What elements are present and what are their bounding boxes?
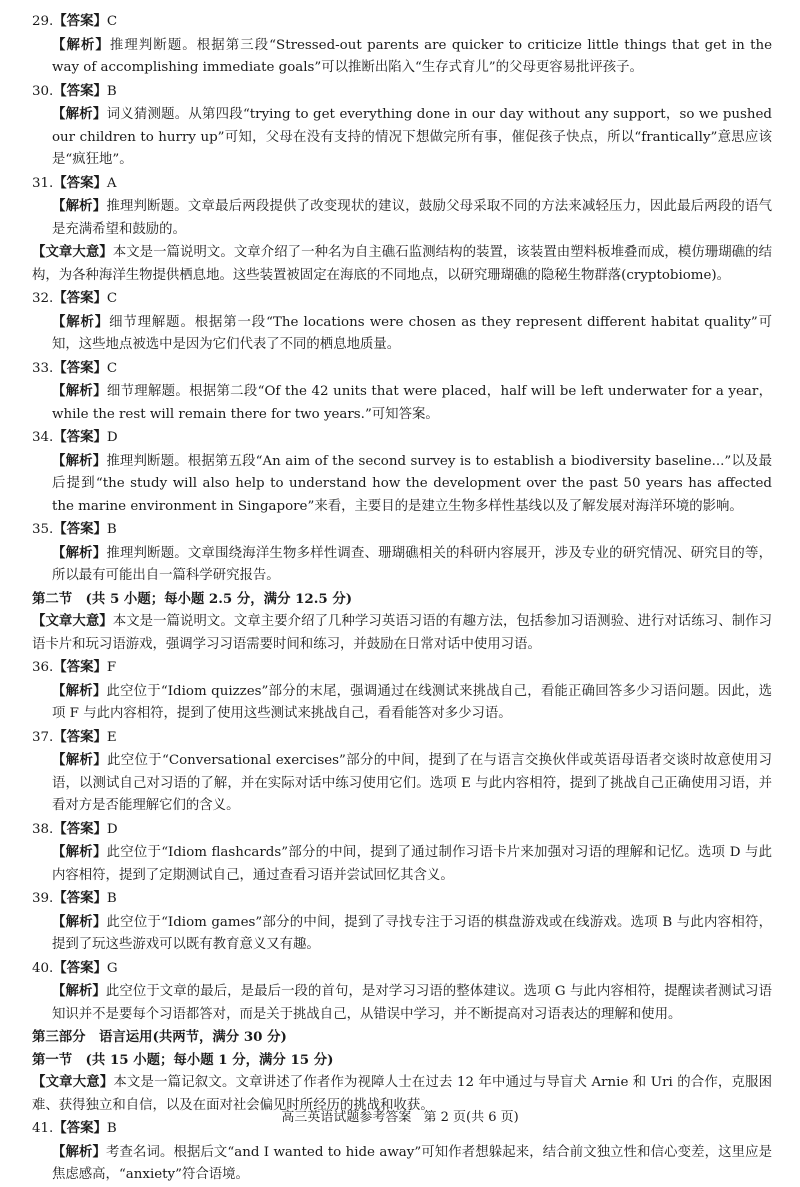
explanation-text: 细节理解题。根据第二段“Of the 42 units that were placed，half will be left underwater for a year，while the rest will remain there for two years.”可知答案。 [52,384,772,422]
question-34 [32,426,772,518]
explanation-text: 词义猜测题。从第四段“trying to get everything done in our day without any support，so we pushed our children to hurry up”可知，父母在没有支持的情况下想做完所有事，催促孩子快点，所以“frantically”意思应该是“疯狂地”。 [52,107,773,167]
explanation-text: 细节理解题。根据第一段“The locations were chosen as they represent different habitat quality”可知，这些地点被选中是因为它们代表了不同的栖息地质量。 [52,314,773,352]
answer-tag: 【答案】 [53,290,107,306]
question-number: 36. [32,660,54,675]
explanation-text: 此空位于“Conversational exercises”部分的中间，提到了在与语言交换伙伴或英语母语者交谈时故意使用习语，以测试自己对习语的了解，并在实际对话中练习使用它们。选项 E 与此内容相符，提到了挑战自己正确使用习语，并看对方是否能理解它们的含义。 [52,753,773,813]
answer-value: C [106,14,118,29]
question-39 [32,887,772,957]
question-35 [32,518,772,588]
question-37 [32,726,772,818]
answer-tag: 【答案】 [53,521,107,537]
summary-tag: 【文章大意】 [32,613,113,629]
question-number: 31. [32,175,54,191]
explanation-text: 此空位于“Idiom flashcards”部分的中间，提到了通过制作习语卡片来加强对习语的理解和记忆。选项 D 与此内容相符，提到了定期测试自己，通过查看习语并尝试回忆其含义。 [52,845,772,883]
article-summary [32,610,772,656]
summary-text: 本文是一篇说明文。文章主要介绍了几种学习英语习语的有趣方法，包括参加习语测验、进行对话练习、制作习语卡片和玩习语游戏，强调学习习语需要时间和练习，并鼓励在日常对话中使用习语。 [32,614,772,652]
answer-value: B [106,891,117,906]
question-number: 29. [32,14,54,29]
explanation-tag: 【解析】 [52,313,110,330]
summary-text: 本文是一篇说明文。文章介绍了一种名为自主礁石监测结构的装置，该装置由塑料板堆叠而成，模仿珊瑚礁的结构，为各种海洋生物提供栖息地。这些装置被固定在海底的不同地点，以研究珊瑚礁的隐秘生物群落(cryptobiome)。 [32,245,772,283]
question-41 [32,1117,772,1187]
answer-value: C [106,360,118,376]
summary-text: 本文是一篇记叙文。文章讲述了作者作为视障人士在过去 12 年中通过与导盲犬 Arnie 和 Uri 的合作，克服困难、获得独立和自信，以及在面对社会偏见时所经历的挑战和收获。 [32,1075,772,1113]
question-32 [32,287,772,357]
explanation-tag: 【解析】 [52,36,110,53]
question-number: 32. [32,291,54,306]
explanation-tag: 【解析】 [52,752,107,768]
question-number: 41. [32,1121,54,1136]
summary-tag: 【文章大意】 [32,244,113,260]
answer-tag: 【答案】 [53,174,107,191]
question-36 [32,656,772,726]
answer-value: D [106,430,118,445]
explanation-text: 此空位于“Idiom games”部分的中间，提到了寻找专注于习语的棋盘游戏或在线游戏。选项 B 与此内容相符，提到了玩这些游戏可以既有教育意义又有趣。 [52,914,772,952]
section-heading: 第三部分 语言运用(共两节，满分 30 分) [32,1029,287,1045]
answer-value: B [106,522,117,537]
explanation-text: 推理判断题。文章最后两段提供了改变现状的建议，鼓励父母采取不同的方法来减轻压力，因此最后两段的语气是充满希望和鼓励的。 [52,199,773,237]
explanation-text: 考查名词。根据后文“and I wanted to hide away”可知作者想躲起来，结合前文独立性和信心变差，这里应是焦虑感高，“anxiety”符合语境。 [52,1144,773,1182]
question-29 [32,10,772,80]
answer-value: G [106,960,118,976]
question-number: 39. [32,891,54,906]
section-heading: 第一节 (共 15 小题；每小题 1 分，满分 15 分) [32,1051,334,1068]
answer-tag: 【答案】 [53,1120,107,1136]
answer-value: D [106,821,118,837]
answer-tag: 【答案】 [53,890,107,906]
answer-value: F [106,660,117,675]
question-number: 30. [32,83,54,99]
explanation-tag: 【解析】 [52,383,107,399]
question-number: 37. [32,729,54,745]
answer-tag: 【答案】 [53,959,107,976]
answer-value: C [106,291,118,306]
question-number: 33. [32,360,54,376]
question-number: 35. [32,522,54,537]
answer-tag: 【答案】 [53,659,107,675]
answer-tag: 【答案】 [53,13,107,29]
answer-value: B [106,83,117,99]
answer-tag: 【答案】 [53,82,107,99]
answer-value: A [106,175,117,191]
question-30 [32,80,772,172]
answer-value: E [106,729,117,745]
question-number: 38. [32,821,54,837]
explanation-text: 推理判断题。根据第三段“Stressed-out parents are quicker to criticize little things that get in the way of accomplishing immediate goals”可以推断出陷入“生存式育儿”的父母更容易批评孩子。 [52,37,773,75]
explanation-tag: 【解析】 [52,452,107,469]
explanation-tag: 【解析】 [52,682,107,699]
question-number: 40. [32,960,54,976]
explanation-tag: 【解析】 [52,544,107,561]
explanation-tag: 【解析】 [52,844,107,860]
answer-tag: 【答案】 [53,728,107,745]
explanation-tag: 【解析】 [52,106,107,122]
explanation-text: 此空位于文章的最后，是最后一段的首句，是对学习习语的整体建议。选项 G 与此内容相符，提醒读者测试习语知识并不是要每个习语都答对，而是关于挑战自己，从错误中学习，并不断提高对习语表达的理解和使用。 [52,984,772,1022]
article-summary [32,241,772,287]
question-40 [32,957,772,1027]
footer-page-number: 第 2 页(共 6 页) [423,1110,519,1125]
answer-sheet-page [32,10,772,1187]
explanation-tag: 【解析】 [52,198,107,214]
explanation-tag: 【解析】 [52,913,107,930]
explanation-text: 推理判断题。根据第五段“An aim of the second survey is to establish a biodiversity baseline...”以及最后提到“the study will also help to understand how the development over the past 50 years has affected the marine environment in Singapore”来看，主要目的是建立生物多样性基线以及了解发展对海洋环境的影响。 [52,453,772,514]
question-31 [32,172,772,242]
answer-tag: 【答案】 [53,820,107,837]
page-footer [0,1106,800,1125]
explanation-text: 推理判断题。文章围绕海洋生物多样性调查、珊瑚礁相关的科研内容展开，涉及专业的研究情况、研究目的等，所以最有可能出自一篇科学研究报告。 [52,545,773,583]
question-33 [32,357,772,427]
question-38 [32,818,772,888]
summary-tag: 【文章大意】 [32,1074,114,1090]
explanation-tag: 【解析】 [52,983,106,999]
question-number: 34. [32,430,54,445]
explanation-tag: 【解析】 [52,1143,106,1160]
answer-tag: 【答案】 [53,359,107,376]
footer-title: 高三英语试题参考答案 [281,1110,412,1125]
answer-value: B [106,1121,117,1136]
explanation-text: 此空位于“Idiom quizzes”部分的末尾，强调通过在线测试来挑战自己，看能正确回答多少习语问题。因此，选项 F 与此内容相符，提到了使用这些测试来挑战自己，看看能答对多少习语。 [52,683,773,721]
section-heading: 第二节 (共 5 小题；每小题 2.5 分，满分 12.5 分) [32,590,353,607]
answer-tag: 【答案】 [53,429,107,445]
